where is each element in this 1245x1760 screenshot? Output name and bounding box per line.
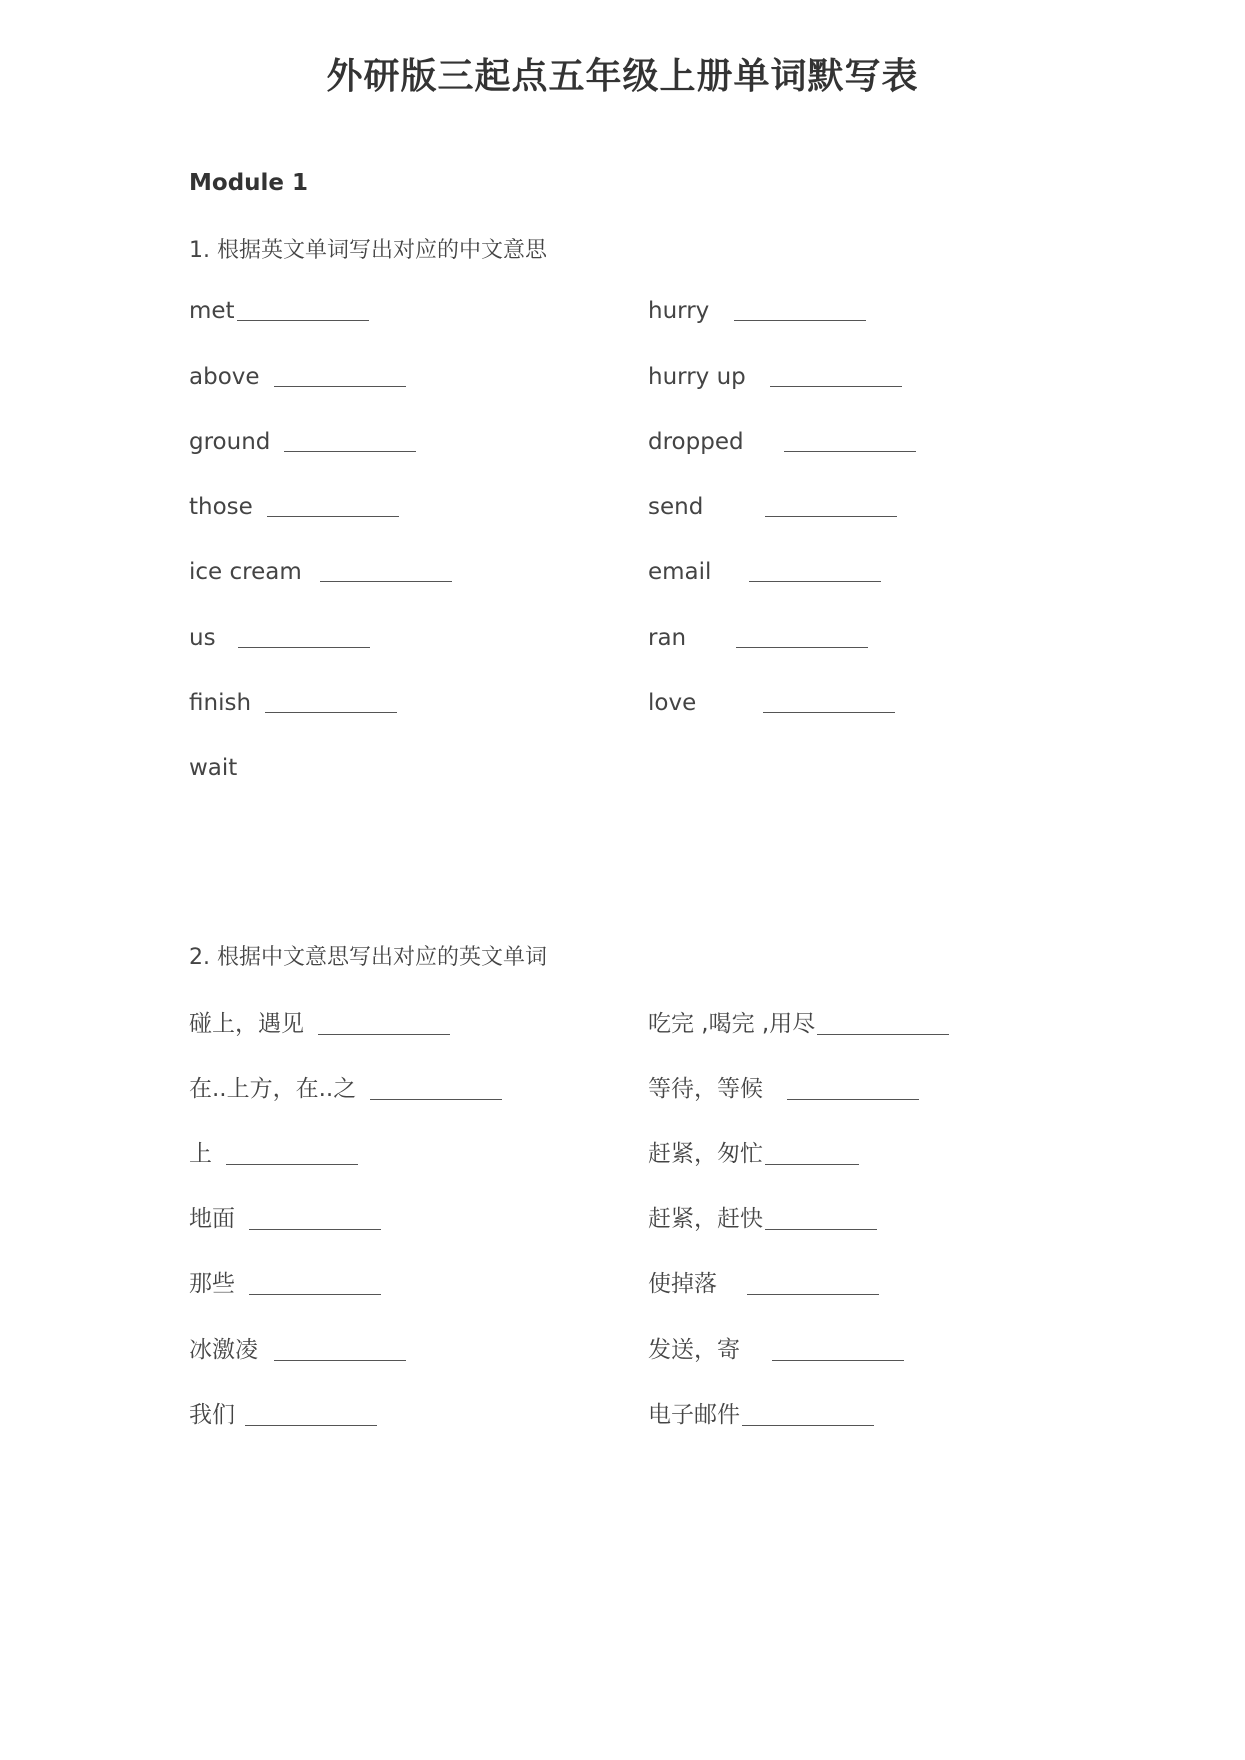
word-row (648, 1135, 859, 1168)
answer-blank[interactable] (765, 1163, 859, 1165)
chinese-word: 上 (189, 1141, 212, 1167)
answer-blank[interactable] (265, 711, 397, 713)
answer-blank[interactable] (320, 580, 452, 582)
english-word: wait (189, 755, 238, 781)
answer-blank[interactable] (267, 515, 399, 517)
answer-blank[interactable] (284, 450, 416, 452)
word-row (648, 690, 895, 716)
answer-blank[interactable] (249, 1293, 381, 1295)
chinese-word: 赶紧，匆忙 (648, 1141, 763, 1167)
word-row (648, 1005, 949, 1038)
answer-blank[interactable] (238, 646, 370, 648)
chinese-word: 冰激凌 (189, 1337, 258, 1363)
answer-blank[interactable] (784, 450, 916, 452)
word-row (189, 1070, 502, 1103)
answer-blank[interactable] (245, 1424, 377, 1426)
answer-blank[interactable] (765, 1228, 877, 1230)
english-word: above (189, 364, 260, 390)
answer-blank[interactable] (772, 1359, 904, 1361)
word-row (189, 1265, 381, 1298)
answer-blank[interactable] (765, 515, 897, 517)
answer-blank[interactable] (274, 385, 406, 387)
answer-blank[interactable] (370, 1098, 502, 1100)
word-row (189, 625, 370, 651)
page-title: 外研版三起点五年级上册单词默写表 (326, 56, 919, 97)
word-row (648, 364, 902, 390)
word-row (189, 755, 237, 781)
english-word: those (189, 494, 253, 520)
word-row (189, 1331, 406, 1364)
word-row (648, 1331, 904, 1364)
section-1-heading: 1. 根据英文单词写出对应的中文意思 (189, 238, 547, 263)
section-2-heading: 2. 根据中文意思写出对应的英文单词 (189, 945, 547, 970)
word-row (648, 625, 868, 651)
english-word: send (648, 494, 704, 520)
chinese-word: 碰上，遇见 (189, 1011, 304, 1037)
chinese-word: 使掉落 (648, 1271, 717, 1297)
word-row (648, 1265, 879, 1298)
chinese-word: 吃完 ,喝完 ,用尽 (648, 1011, 816, 1037)
word-row (648, 1200, 877, 1233)
english-word: ran (648, 625, 687, 651)
english-word: email (648, 559, 712, 585)
english-word: love (648, 690, 697, 716)
word-row (189, 559, 452, 585)
word-row (189, 1396, 377, 1429)
answer-blank[interactable] (747, 1293, 879, 1295)
english-word: ice cream (189, 559, 302, 585)
answer-blank[interactable] (817, 1033, 949, 1035)
answer-blank[interactable] (237, 319, 369, 321)
answer-blank[interactable] (742, 1424, 874, 1426)
english-word: dropped (648, 429, 744, 455)
word-row (189, 690, 397, 716)
word-row (648, 429, 916, 455)
answer-blank[interactable] (274, 1359, 406, 1361)
english-word: hurry up (648, 364, 746, 390)
answer-blank[interactable] (770, 385, 902, 387)
word-row (189, 298, 369, 324)
answer-blank[interactable] (734, 319, 866, 321)
answer-blank[interactable] (787, 1098, 919, 1100)
chinese-word: 地面 (189, 1206, 235, 1232)
word-row (648, 1396, 874, 1429)
chinese-word: 赶紧，赶快 (648, 1206, 763, 1232)
word-row (189, 429, 416, 455)
word-row (648, 559, 881, 585)
word-row (189, 494, 399, 520)
word-row (189, 1135, 358, 1168)
chinese-word: 发送，寄 (648, 1337, 740, 1363)
word-row (189, 364, 406, 390)
english-word: finish (189, 690, 252, 716)
english-word: met (189, 298, 235, 324)
word-row (189, 1005, 450, 1038)
english-word: hurry (648, 298, 710, 324)
word-row (648, 494, 897, 520)
word-row (189, 1200, 381, 1233)
english-word: ground (189, 429, 271, 455)
chinese-word: 电子邮件 (648, 1402, 740, 1428)
answer-blank[interactable] (736, 646, 868, 648)
module-heading: Module 1 (189, 170, 309, 196)
word-row (648, 298, 866, 324)
answer-blank[interactable] (249, 1228, 381, 1230)
chinese-word: 那些 (189, 1271, 235, 1297)
chinese-word: 等待，等候 (648, 1076, 763, 1102)
answer-blank[interactable] (318, 1033, 450, 1035)
chinese-word: 在..上方，在..之 (189, 1076, 357, 1102)
answer-blank[interactable] (226, 1163, 358, 1165)
english-word: us (189, 625, 216, 651)
word-row (648, 1070, 919, 1103)
chinese-word: 我们 (189, 1402, 235, 1428)
answer-blank[interactable] (749, 580, 881, 582)
answer-blank[interactable] (763, 711, 895, 713)
